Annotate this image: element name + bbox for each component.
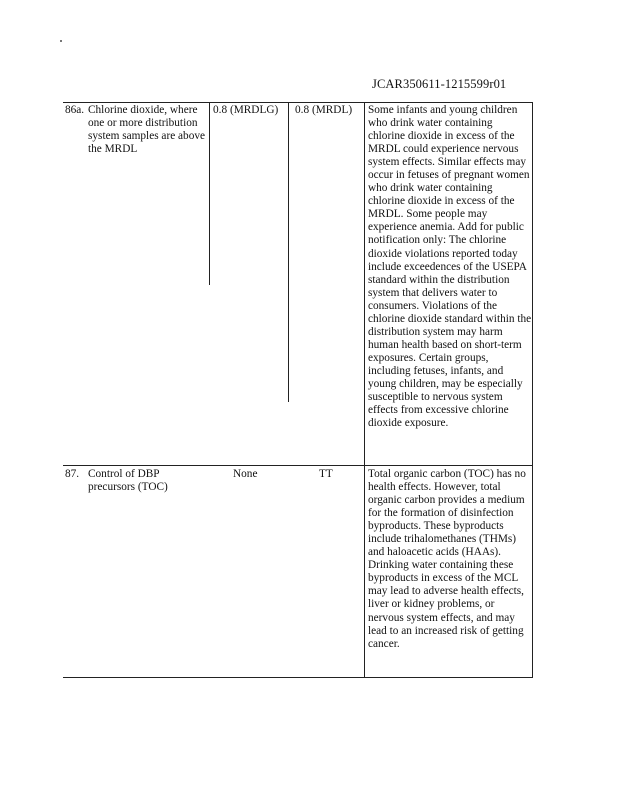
mclg-value: None <box>233 468 258 480</box>
contaminant-name: Chlorine dioxide, where one or more distribution system samples are above the MRDL <box>88 104 206 156</box>
row-number: 86a. <box>65 104 85 116</box>
column-divider-health <box>364 102 365 678</box>
table-right-border-lower <box>532 260 533 678</box>
column-divider-mclg <box>209 102 210 285</box>
contaminant-name: Control of DBP precursors (TOC) <box>88 468 168 494</box>
row-number: 87. <box>65 468 80 480</box>
table-right-border <box>532 102 533 260</box>
mclg-value: 0.8 (MRDLG) <box>213 104 279 116</box>
scan-speck <box>60 40 62 42</box>
table-bottom-border <box>63 677 533 678</box>
health-effects-text: Total organic carbon (TOC) has no health effects. However, total organic carbon provides a medium for the formation of disinfection byproducts. These byproducts include trihalomethanes (THMs) and haloacetic acids (HAAs). Drinking water containing these byproducts in excess of the MCL may lead to adverse health effects, liver or kidney problems, or nervous system effects, and may lead to an increased risk of getting cancer. <box>368 468 526 650</box>
table-top-border <box>63 102 533 103</box>
mcl-value: TT <box>319 468 333 480</box>
contaminant-table <box>63 102 533 678</box>
mcl-value: 0.8 (MRDL) <box>295 104 353 116</box>
column-divider-mcl <box>288 102 289 402</box>
document-reference-code: JCAR350611-1215599r01 <box>372 77 507 91</box>
health-effects-text: Some infants and young children who drink water containing chlorine dioxide in excess of the MRDL could experience nervous system effects. Similar effects may occur in fetuses of pregnant women who drink water containing chlorine dioxide in excess of the MRDL. Some people may experience anemia. Add for public notification only: The chlorine dioxide violations reported today include exceedences of the USEPA standard within the distribution system that delivers water to consumers. Violations of the chlorine dioxide standard within the distribution system may harm human health based on short-term exposures. Certain groups, including fetuses, infants, and young children, may be especially susceptible to nervous system effects from excessive chlorine dioxide exposure. <box>368 104 532 430</box>
row-divider <box>63 465 533 466</box>
